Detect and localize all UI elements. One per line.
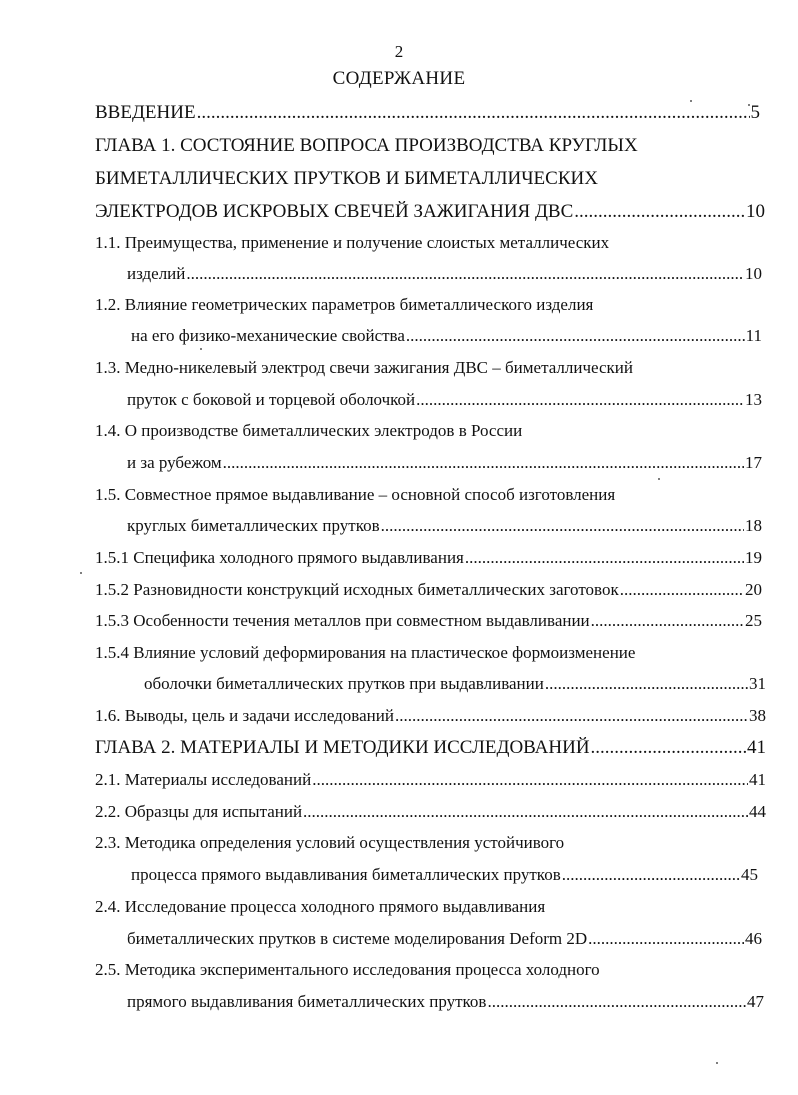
- toc-entry-ch1-line1: [95, 135, 760, 159]
- scan-speck: [716, 1062, 718, 1064]
- toc-entry-text: 1.2. Влияние геометрических параметров биметаллического изделия: [95, 295, 594, 314]
- toc-entry-text: изделий: [127, 264, 186, 283]
- toc-entry-text: пруток с боковой и торцевой оболочкой: [127, 390, 416, 409]
- toc-entry-text: БИМЕТАЛЛИЧЕСКИХ ПРУТКОВ И БИМЕТАЛЛИЧЕСКИХ: [95, 168, 598, 189]
- toc-leader-dots: [312, 770, 748, 790]
- toc-entry-text: 2.5. Методика экспериментального исследования процесса холодного: [95, 960, 600, 979]
- toc-entry-ch2: [95, 737, 766, 761]
- toc-page-number: 41: [747, 737, 766, 758]
- scan-speck: [748, 104, 750, 106]
- toc-entry-1-5-4-line1: [95, 643, 760, 665]
- toc-entry-1-2-line2: [131, 326, 762, 348]
- document-title: СОДЕРЖАНИЕ: [332, 68, 466, 89]
- toc-entry-text: 2.1. Материалы исследований: [95, 770, 312, 789]
- toc-leader-dots: [545, 674, 748, 694]
- toc-entry-text: 2.3. Методика определения условий осуществления устойчивого: [95, 833, 565, 852]
- toc-entry-text: 2.2. Образцы для испытаний: [95, 802, 303, 821]
- toc-leader-dots: [381, 516, 744, 536]
- toc-entry-text: ГЛАВА 2. МАТЕРИАЛЫ И МЕТОДИКИ ИССЛЕДОВАНИЙ: [95, 737, 590, 758]
- toc-page-number: 25: [745, 611, 762, 630]
- toc-entry-1-2-line1: [95, 295, 760, 317]
- toc-page-number: 17: [745, 453, 762, 472]
- toc-entry-text: 1.5.1 Специфика холодного прямого выдавливания: [95, 548, 464, 567]
- toc-entry-text: ЭЛЕКТРОДОВ ИСКРОВЫХ СВЕЧЕЙ ЗАЖИГАНИЯ ДВС: [95, 201, 574, 222]
- toc-leader-dots: [487, 992, 746, 1012]
- toc-page-number: 31: [749, 674, 766, 693]
- page-number: 2: [394, 42, 404, 61]
- toc-page-number: 18: [745, 516, 762, 535]
- toc-entry-2-2: [95, 802, 766, 824]
- toc-entry-1-3-line1: [95, 358, 760, 380]
- toc-entry-text: 1.5.3 Особенности течения металлов при совместном выдавливании: [95, 611, 590, 630]
- toc-entry-2-5-line1: [95, 960, 760, 982]
- toc-page-number: 5: [750, 102, 760, 123]
- toc-entry-2-4-line1: [95, 897, 760, 919]
- toc-page-number: 47: [747, 992, 764, 1011]
- scan-speck: [690, 100, 692, 102]
- toc-entry-1-4-line2: [127, 453, 762, 475]
- toc-entry-1-5-line2: [127, 516, 762, 538]
- toc-leader-dots: [591, 737, 746, 759]
- toc-page-number: 38: [749, 706, 766, 725]
- toc-entry-2-3-line2: [131, 865, 758, 887]
- toc-entry-text: процесса прямого выдавливания биметаллических прутков: [131, 865, 561, 884]
- toc-leader-dots: [406, 326, 745, 346]
- toc-leader-dots: [591, 611, 744, 631]
- toc-page-number: 46: [745, 929, 762, 948]
- toc-entry-1-1-line2: [127, 264, 762, 286]
- toc-entry-text: 2.4. Исследование процесса холодного прямого выдавливания: [95, 897, 546, 916]
- toc-entry-1-3-line2: [127, 390, 762, 412]
- toc-entry-text: прямого выдавливания биметаллических прутков: [127, 992, 487, 1011]
- toc-leader-dots: [303, 802, 748, 822]
- toc-entry-1-4-line1: [95, 421, 760, 443]
- toc-entry-text: биметаллических прутков в системе моделирования Deform 2D: [127, 929, 588, 948]
- toc-page-number: 10: [746, 201, 765, 222]
- toc-leader-dots: [465, 548, 744, 568]
- toc-entry-text: 1.3. Медно-никелевый электрод свечи зажигания ДВС – биметаллический: [95, 358, 633, 377]
- toc-leader-dots: [588, 929, 744, 949]
- toc-entry-text: 1.5. Совместное прямое выдавливание – основной способ изготовления: [95, 485, 616, 504]
- toc-page-number: 19: [745, 548, 762, 567]
- toc-leader-dots: [197, 102, 750, 124]
- toc-entry-1-5-line1: [95, 485, 760, 507]
- toc-entry-1-5-3: [95, 611, 762, 633]
- toc-leader-dots: [620, 580, 744, 600]
- toc-entry-text: 1.6. Выводы, цель и задачи исследований: [95, 706, 394, 725]
- toc-entry-1-1-line1: [95, 233, 760, 255]
- toc-page-number: 45: [741, 865, 758, 884]
- toc-leader-dots: [574, 201, 745, 223]
- toc-entry-1-5-4-line2: [144, 674, 766, 696]
- toc-entry-1-6: [95, 706, 766, 728]
- toc-entry-2-1: [95, 770, 766, 792]
- scan-speck: [200, 348, 202, 350]
- toc-entry-2-3-line1: [95, 833, 760, 855]
- scan-speck: [658, 478, 660, 480]
- toc-entry-text: 1.5.4 Влияние условий деформирования на пластическое формоизменение: [95, 643, 636, 662]
- toc-leader-dots: [416, 390, 744, 410]
- toc-page-number: 20: [745, 580, 762, 599]
- toc-page-number: 11: [745, 326, 762, 345]
- toc-entry-intro: [95, 102, 760, 126]
- toc-entry-ch1-line2: [95, 168, 760, 192]
- toc-entry-text: на его физико-механические свойства: [131, 326, 405, 345]
- scan-speck: [80, 572, 82, 574]
- toc-entry-1-5-2: [95, 580, 762, 602]
- toc-entry-text: ГЛАВА 1. СОСТОЯНИЕ ВОПРОСА ПРОИЗВОДСТВА КРУГЛЫХ: [95, 135, 638, 156]
- toc-page-number: 44: [749, 802, 766, 821]
- toc-entry-text: 1.4. О производстве биметаллических электродов в России: [95, 421, 523, 440]
- toc-leader-dots: [223, 453, 744, 473]
- toc-entry-ch1-line3: [95, 201, 765, 225]
- toc-leader-dots: [395, 706, 748, 726]
- toc-entry-text: 1.5.2 Разновидности конструкций исходных биметаллических заготовок: [95, 580, 619, 599]
- toc-entry-text: круглых биметаллических прутков: [127, 516, 380, 535]
- toc-entry-2-4-line2: [127, 929, 762, 951]
- toc-entry-text: ВВЕДЕНИЕ: [95, 102, 196, 123]
- toc-entry-1-5-1: [95, 548, 762, 570]
- toc-entry-2-5-line2: [127, 992, 764, 1014]
- toc-page-number: 13: [745, 390, 762, 409]
- toc-leader-dots: [562, 865, 740, 885]
- toc-page-number: 41: [749, 770, 766, 789]
- toc-entry-text: оболочки биметаллических прутков при выдавливании: [144, 674, 544, 693]
- toc-leader-dots: [186, 264, 744, 284]
- toc-page-number: 10: [745, 264, 762, 283]
- toc-entry-text: и за рубежом: [127, 453, 222, 472]
- toc-entry-text: 1.1. Преимущества, применение и получение слоистых металлических: [95, 233, 610, 252]
